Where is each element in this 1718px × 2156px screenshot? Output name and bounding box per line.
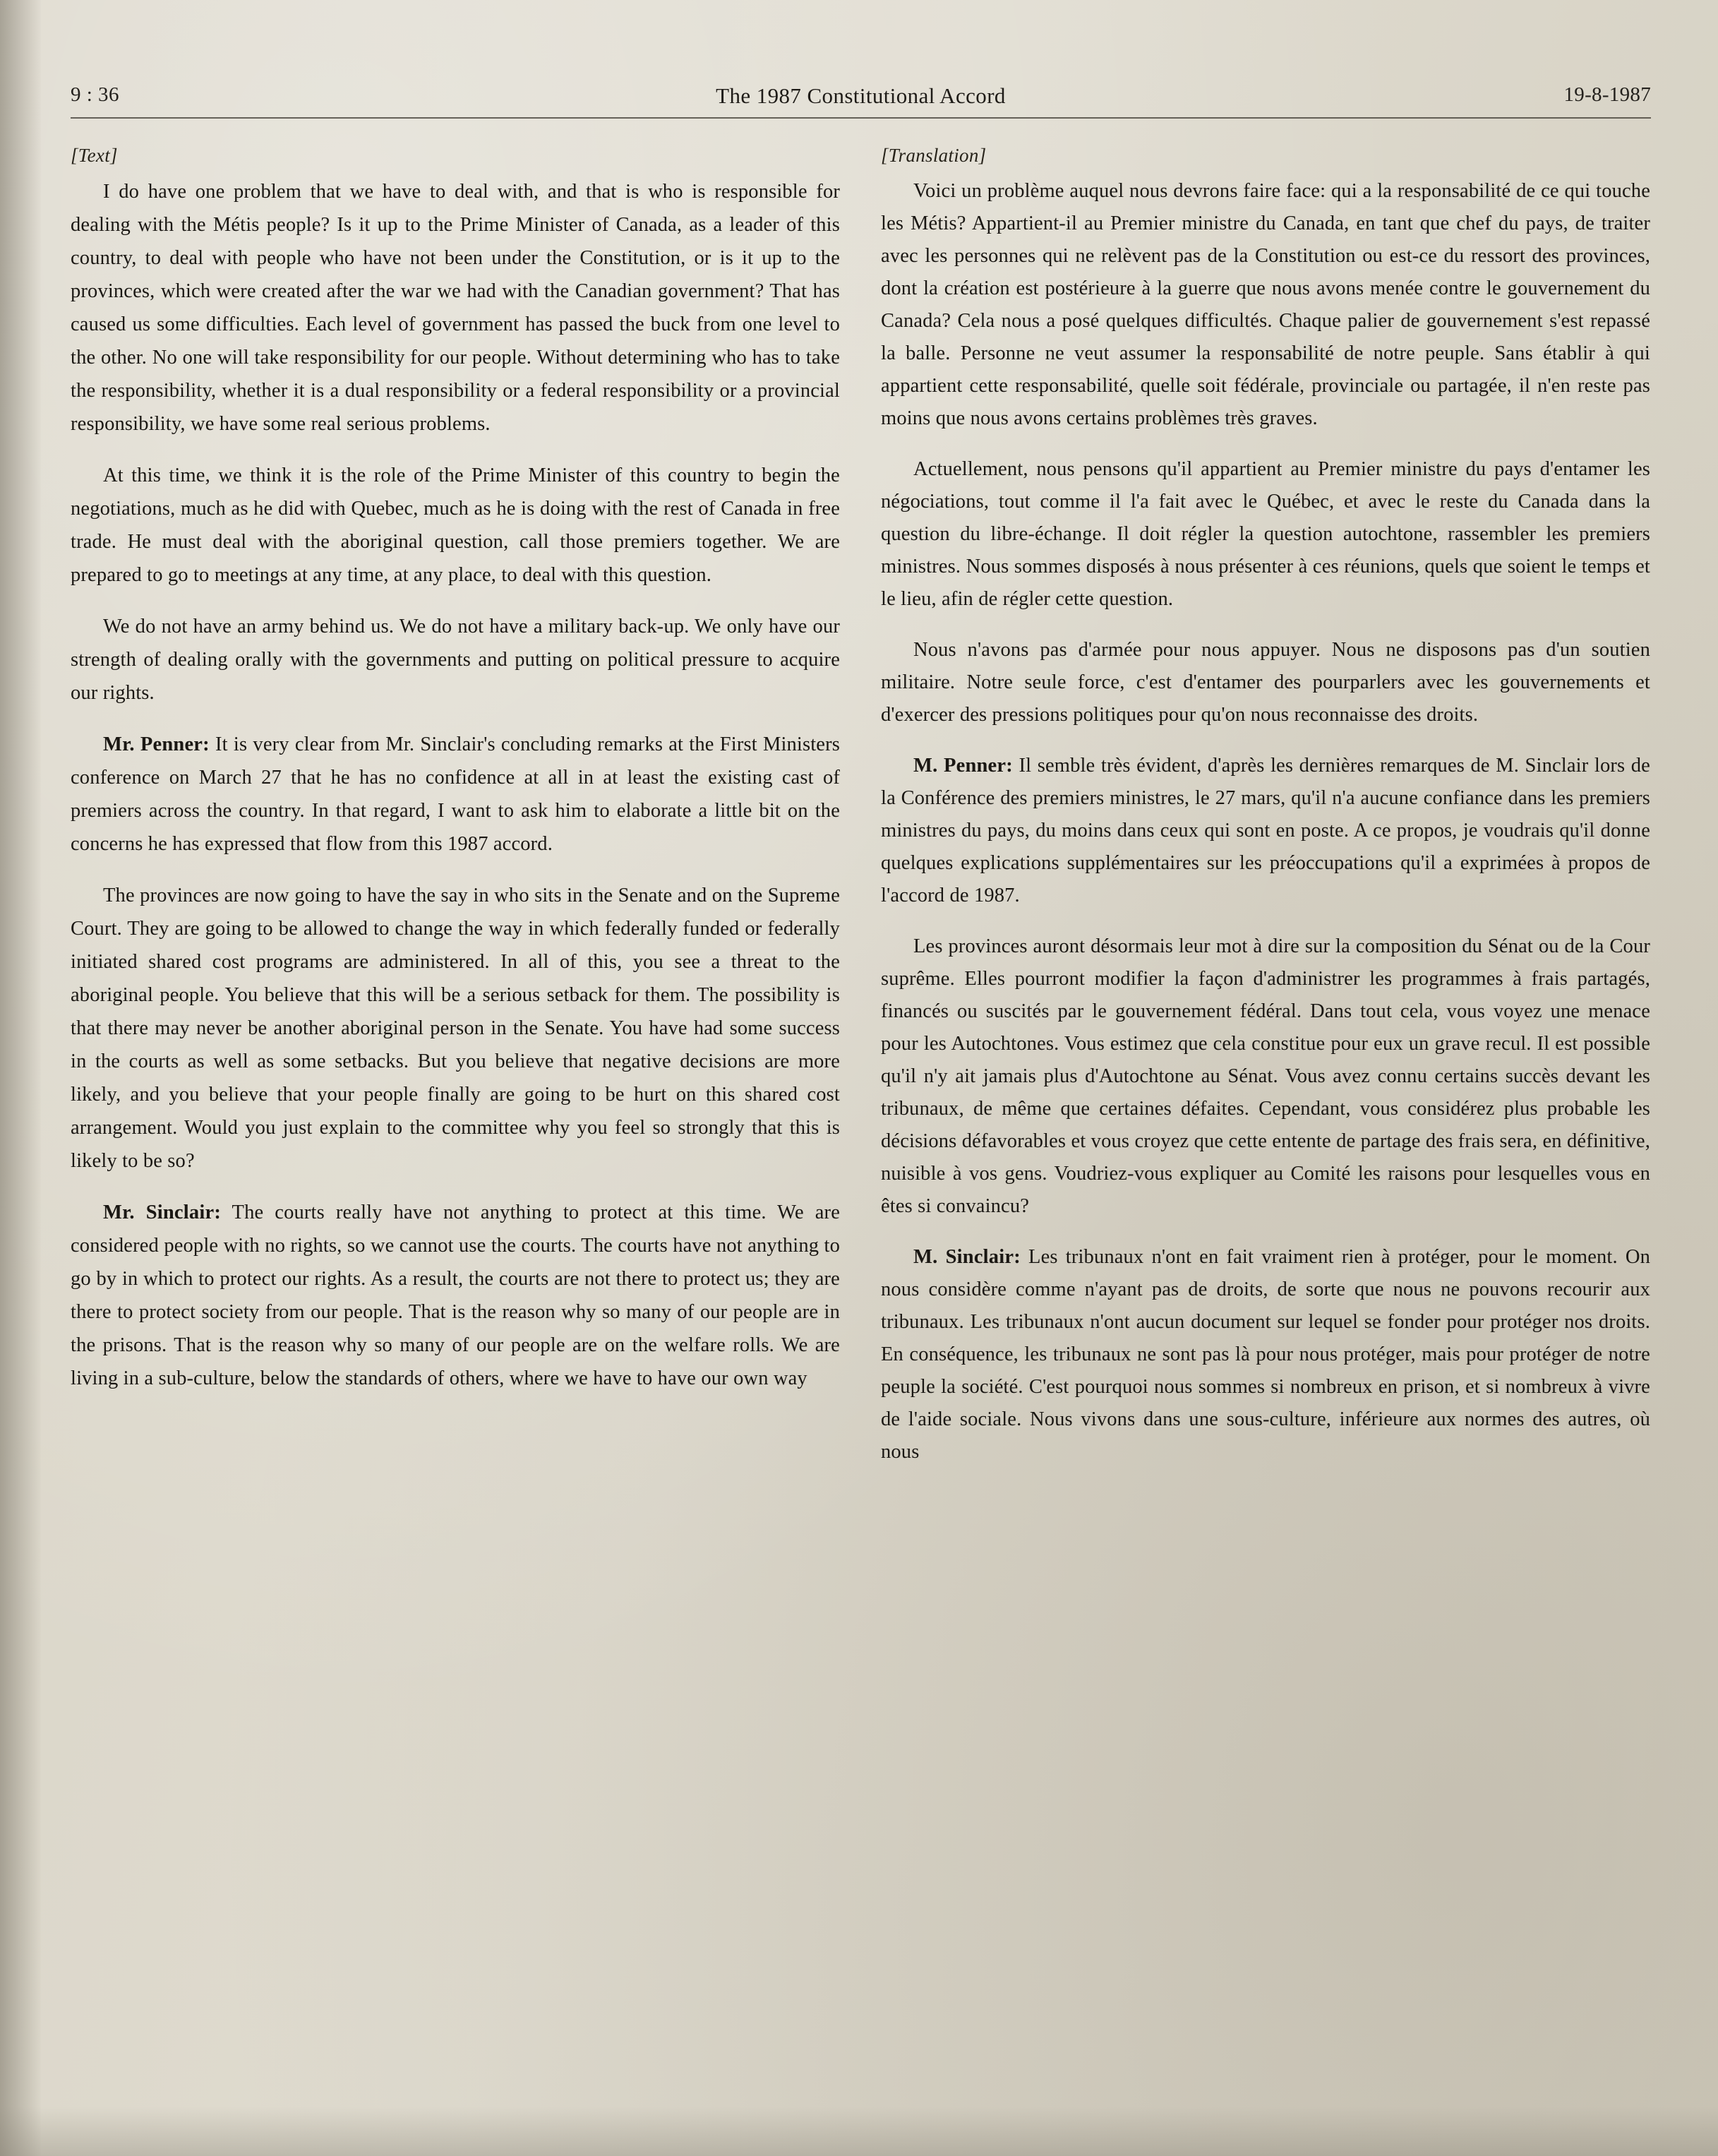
- page-title: The 1987 Constitutional Accord: [716, 83, 1006, 108]
- speaker-label: Mr. Sinclair:: [103, 1202, 222, 1223]
- paragraph-text: Les tribunaux n'ont en fait vraiment rien à protéger, pour le moment. On nous considère comme n'ayant pas de droits, de sorte que nous ne pouvons recourir aux tribunaux. Les tribunaux n'ont aucun document sur lequel se fonder pour protéger nos droits. En conséquence, les tribunaux ne sont pas là pour nous protéger, mais pour protéger de notre peuple la société. C'est pourquoi nous sommes si nombreux en prison, et si nombreux à vivre de l'aide sociale. Nous vivons dans une sous-culture, inférieure aux normes des autres, où nous: [881, 1246, 1651, 1463]
- page-number: 9 : 36: [71, 83, 120, 106]
- paragraph: Nous n'avons pas d'armée pour nous appuyer. Nous ne disposons pas d'un soutien militaire. Notre seule force, c'est d'entamer des pourparlers avec les gouvernements et d'exercer des pressions politiques pour qu'on nous reconnaisse des droits.: [881, 639, 1650, 726]
- header-rule: [71, 117, 1651, 119]
- paragraph: Voici un problème auquel nous devrons faire face: qui a la responsabilité de ce qui touche les Métis? Appartient-il au Premier ministre du Canada, en tant que chef du pays, de traiter avec les personnes qui ne relèvent pas de la Constitution ou est-ce du ressort des provinces, dont la création est postérieure à la guerre que nous avons menée contre le gouvernement du Canada? Cela nous a posé quelques difficultés. Chaque palier de gouvernement s'est repassé la balle. Personne ne veut assumer la responsabilité de notre peuple. Sans établir à qui appartient cette responsabilité, quelle soit fédérale, provinciale ou partagée, il n'en reste pas moins que nous avons certains problèmes très graves.: [881, 180, 1650, 429]
- paragraph-text: Il semble très évident, d'après les dernières remarques de M. Sinclair lors de la Conférence des premiers ministres, le 27 mars, qu'il n'a aucune confiance dans les premiers ministres du pays, du moins dans ceux qui sont en poste. A ce propos, je voudrais qu'il donne quelques explications supplémentaires sur les préoccupations qu'il a exprimées à propos de l'accord de 1987.: [881, 755, 1650, 906]
- paragraph: At this time, we think it is the role of the Prime Minister of this country to begin the negotiations, much as he did with Quebec, much as he is doing with the rest of Canada in free trade. He must deal with the aboriginal question, call those premiers together. We are prepared to go to meetings at any time, at any place, to deal with this question.: [71, 465, 840, 586]
- right-column-label: [Translation]: [881, 145, 987, 166]
- page-bottom-shadow: [0, 2107, 1718, 2156]
- right-column: [881, 145, 1650, 2114]
- paragraph-text: The courts really have not anything to protect at this time. We are considered people with no rights, so we cannot use the courts. The courts have not anything to go by in which to protect our rights. As a result, the courts are not there to protect us; they are there to protect society from our people. That is the reason why so many of our people are in the prisons. That is the reason why so many of our people are on the welfare rolls. We are living in a sub-culture, below the standards of others, where we have to have our own way: [71, 1202, 841, 1389]
- paragraph-sinclair: [71, 1196, 840, 1395]
- paragraph: I do have one problem that we have to deal with, and that is who is responsible for dealing with the Métis people? Is it up to the Prime Minister of Canada, as a leader of this country, to deal with people who have not been under the Constitution, or is it up to the provinces, which were created after the war we had with the Canadian government? That has caused us some difficulties. Each level of government has passed the buck from one level to the other. No one will take responsibility for our people. Without determining who has to take the responsibility, whether it is a dual responsibility or a federal responsibility or a provincial responsibility, we have some real serious problems.: [71, 181, 840, 435]
- columns-container: [71, 145, 1651, 2114]
- paragraph-text: It is very clear from Mr. Sinclair's concluding remarks at the First Ministers conference on March 27 that he has no confidence at all in at least the existing cast of premiers across the country. In that regard, I want to ask him to elaborate a little bit on the concerns he has expressed that flow from this 1987 accord.: [71, 733, 840, 855]
- paragraph: Les provinces auront désormais leur mot à dire sur la composition du Sénat ou de la Cour suprême. Elles pourront modifier la façon d'administrer les programmes à frais partagés, financés ou suscités par le gouvernement fédéral. Dans tout cela, vous voyez une menace pour les Autochtones. Vous estimez que cela constitue pour eux un grave recul. Il est possible qu'il n'y ait jamais plus d'Autochtone au Sénat. Vous avez connu certains succès devant les tribunaux, de même que certaines défaites. Cependant, vous considérez plus probable les décisions défavorables et vous croyez que cette entente de partage des frais sera, en définitive, nuisible à vos gens. Voudriez-vous expliquer au Comité les raisons pour lesquelles vous en êtes si convaincu?: [881, 935, 1650, 1217]
- paragraph-sinclair: [881, 1241, 1650, 1468]
- left-column: [71, 145, 840, 2114]
- paragraph: We do not have an army behind us. We do not have a military back-up. We only have our strength of dealing orally with the governments and putting on political pressure to acquire our rights.: [71, 616, 840, 704]
- paragraph: Actuellement, nous pensons qu'il appartient au Premier ministre du pays d'entamer les négociations, tout comme il l'a fait avec le Québec, et avec le reste du Canada dans la question du libre-échange. Il doit régler la question autochtone, rassembler les premiers ministres. Nous sommes disposés à nous présenter à ces réunions, quels que soient le temps et le lieu, afin de régler cette question.: [881, 458, 1650, 610]
- left-column-label: [Text]: [71, 145, 118, 166]
- paragraph-penner: [71, 728, 840, 861]
- paragraph-penner: [881, 750, 1650, 912]
- speaker-label: M. Sinclair:: [913, 1246, 1021, 1268]
- page-date: 19-8-1987: [1563, 83, 1651, 106]
- speaker-label: Mr. Penner:: [103, 733, 210, 755]
- page-header: [71, 83, 1651, 117]
- paragraph: The provinces are now going to have the say in who sits in the Senate and on the Supreme Court. They are going to be allowed to change the way in which federally funded or federally initiated shared cost programs are administered. In all of this, you see a threat to the aboriginal people. You believe that this will be a serious setback for them. The possibility is that there may never be another aboriginal person in the Senate. You have had some success in the courts as well as some setbacks. But you believe that negative decisions are more likely, and you believe that your people finally are going to be hurt on this shared cost arrangement. Would you just explain to the committee why you feel so strongly that this is likely to be so?: [71, 885, 840, 1172]
- page-edge-shadow: [0, 0, 41, 2156]
- speaker-label: M. Penner:: [913, 755, 1013, 777]
